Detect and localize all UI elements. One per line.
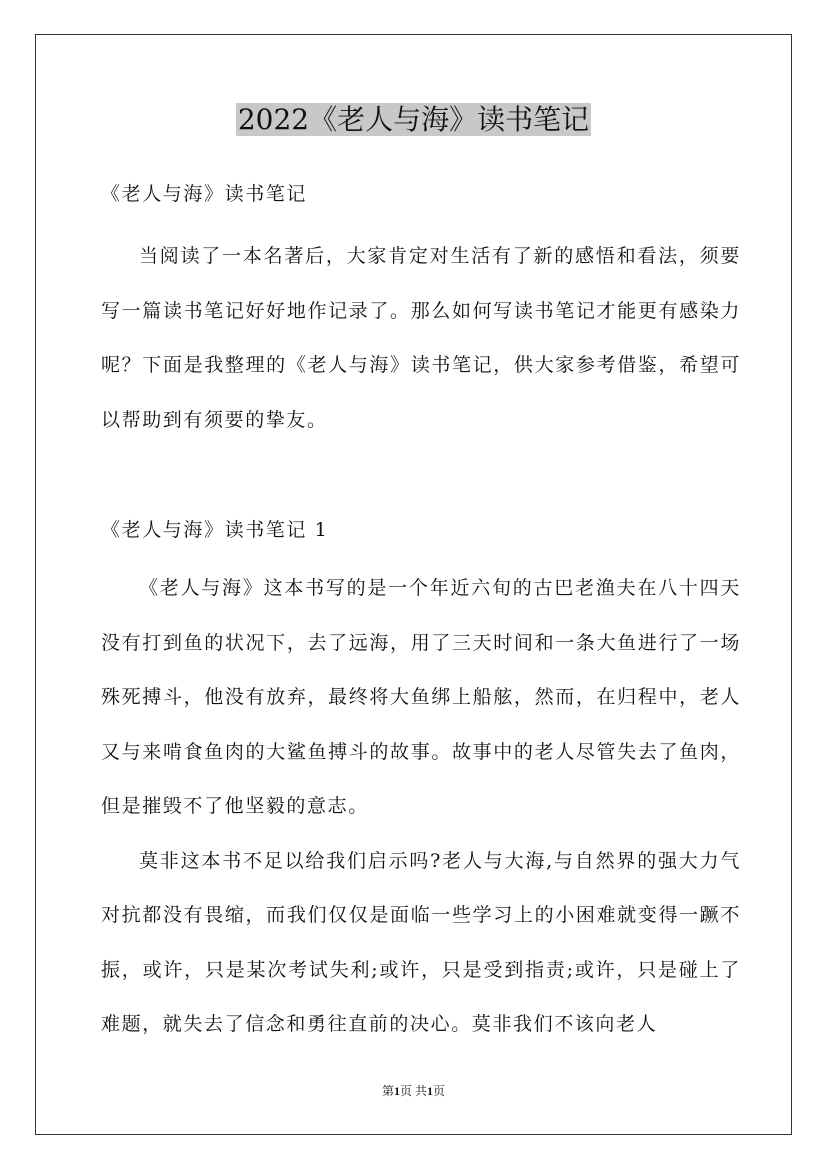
document-title <box>0 100 827 140</box>
section-paragraph-2: 莫非这本书不足以给我们启示吗?老人与大海,与自然界的强大力气对抗都没有畏缩，而我们仅仅是面临一些学习上的小困难就变得一蹶不振，或许，只是某次考试失利;或许，只是受到指责;或许，只是碰上了难题，就失去了信念和勇往直前的决心。莫非我们不该向老人 <box>101 849 741 1035</box>
intro-paragraph: 当阅读了一本名著后，大家肯定对生活有了新的感悟和看法，须要写一篇读书笔记好好地作记录了。那么如何写读书笔记才能更有感染力呢？下面是我整理的《老人与海》读书笔记，供大家参考借鉴，希望可以帮助到有须要的挚友。 <box>101 245 741 431</box>
document-body <box>101 175 741 1052</box>
section-heading: 《老人与海》读书笔记 1 <box>101 519 329 541</box>
page-footer <box>0 1083 827 1099</box>
footer-page-number: 1 <box>393 1084 400 1098</box>
subtitle: 《老人与海》读书笔记 <box>101 183 308 205</box>
footer-suffix: 页 <box>433 1084 446 1098</box>
document-title-text: 2022《老人与海》读书笔记 <box>237 103 590 136</box>
section-gap <box>101 447 741 511</box>
footer-prefix: 第 <box>381 1084 394 1098</box>
footer-total-pages: 1 <box>427 1084 433 1098</box>
footer-mid: 页 共 <box>399 1084 427 1098</box>
section-paragraph-1: 《老人与海》这本书写的是一个年近六旬的古巴老渔夫在八十四天没有打到鱼的状况下，去了远海，用了三天时间和一条大鱼进行了一场殊死搏斗，他没有放弃，最终将大鱼绑上船舷，然而，在归程中，老人又与来啃食鱼肉的大鲨鱼搏斗的故事。故事中的老人尽管失去了鱼肉，但是摧毁不了他坚毅的意志。 <box>101 577 741 817</box>
